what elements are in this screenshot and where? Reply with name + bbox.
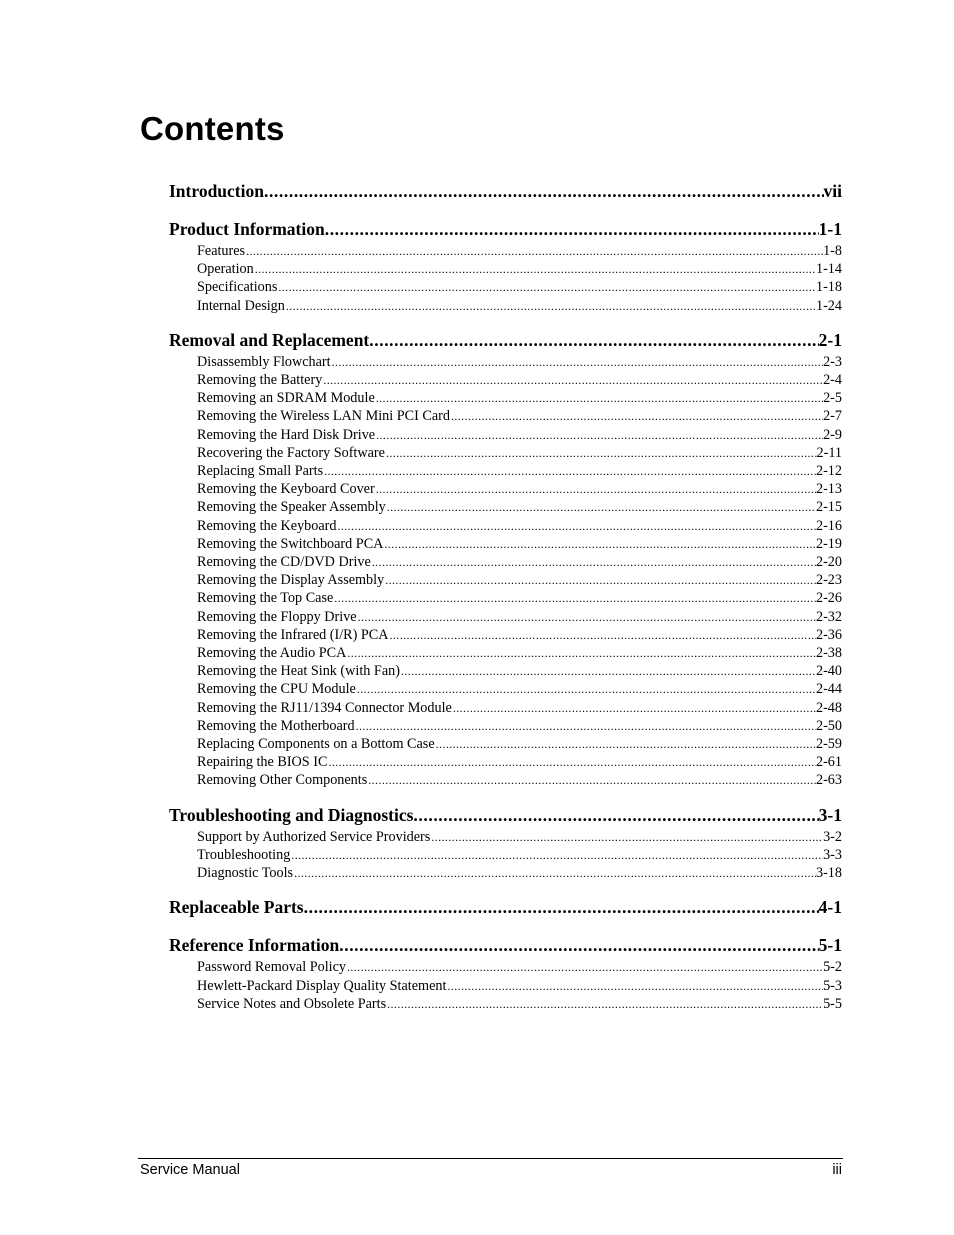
toc-entry[interactable] — [169, 462, 842, 480]
footer-page-number: iii — [832, 1162, 842, 1178]
toc-entry-page: 2-48 — [815, 699, 842, 716]
toc-dot-leader — [356, 717, 816, 735]
toc-entry[interactable] — [169, 498, 842, 516]
toc-entry-title: Troubleshooting — [197, 846, 291, 863]
toc-dot-leader — [386, 444, 817, 462]
toc-entry-page: 1-8 — [823, 243, 842, 259]
toc-entry-page: 2-19 — [815, 535, 842, 552]
toc-entry-page: 5-5 — [823, 995, 842, 1012]
toc-entry-page: 2-40 — [815, 663, 842, 680]
toc-dot-leader — [376, 426, 823, 444]
toc-entry-page: 2-50 — [815, 717, 842, 734]
toc-entry[interactable] — [169, 644, 842, 662]
toc-dot-leader — [291, 846, 823, 864]
toc-entry[interactable] — [169, 699, 842, 717]
toc-dot-leader — [332, 353, 823, 371]
toc-entry[interactable] — [169, 662, 842, 680]
toc-dot-leader — [325, 216, 819, 242]
toc-entry-title: Removing the Floppy Drive — [197, 608, 357, 625]
toc-entry[interactable] — [169, 553, 842, 571]
toc-entry-title: Features — [197, 243, 246, 259]
toc-entry[interactable] — [169, 242, 842, 260]
toc-chapter-entry[interactable] — [169, 216, 842, 242]
toc-entry-page: 2-12 — [815, 463, 842, 480]
toc-dot-leader — [255, 260, 816, 278]
toc-chapter-page: 1-1 — [819, 216, 842, 242]
toc-entry-title: Disassembly Flowchart — [197, 353, 331, 370]
toc-dot-leader — [286, 297, 816, 315]
toc-entry-title: Removing the Top Case — [197, 590, 334, 607]
toc-chapter-section — [169, 216, 842, 315]
toc-entry-title: Operation — [197, 261, 254, 278]
toc-entry[interactable] — [169, 735, 842, 753]
toc-entry-page: 1-18 — [815, 279, 842, 296]
toc-entry[interactable] — [169, 353, 842, 371]
toc-dot-leader — [339, 932, 818, 958]
toc-entry-page: 2-44 — [815, 681, 842, 698]
toc-entry-title: Removing Other Components — [197, 772, 368, 789]
toc-dot-leader — [390, 626, 816, 644]
toc-entry-title: Removing the Battery — [197, 372, 323, 389]
toc-entry-title: Repairing the BIOS IC — [197, 754, 328, 771]
toc-entry-page: 2-26 — [815, 590, 842, 607]
toc-entry-title: Removing the Heat Sink (with Fan) — [197, 663, 400, 680]
toc-entry-title: Replacing Small Parts — [197, 463, 324, 480]
toc-dot-leader — [358, 608, 816, 626]
toc-dot-leader — [376, 389, 823, 407]
toc-entry-page: 2-32 — [815, 608, 842, 625]
toc-entry[interactable] — [169, 297, 842, 315]
toc-dot-leader — [385, 571, 816, 589]
toc-chapter-entry[interactable] — [169, 932, 842, 958]
toc-entry-page: 2-3 — [823, 353, 842, 370]
toc-dot-leader — [246, 242, 823, 260]
toc-entry-page: 3-2 — [823, 828, 842, 845]
toc-dot-leader — [347, 644, 816, 662]
toc-entry[interactable] — [169, 444, 842, 462]
toc-chapter-page: 5-1 — [819, 932, 842, 958]
toc-entry[interactable] — [169, 717, 842, 735]
toc-entry-page: 5-3 — [823, 977, 842, 994]
toc-chapter-section — [169, 802, 842, 883]
toc-dot-leader — [384, 535, 816, 553]
toc-entry[interactable] — [169, 995, 842, 1013]
toc-entry-title: Removing the Hard Disk Drive — [197, 426, 376, 443]
toc-chapter-page: vii — [824, 178, 842, 204]
toc-entry-page: 2-4 — [823, 372, 842, 389]
toc-entry-page: 3-3 — [823, 846, 842, 863]
toc-entry-title: Removing the Switchboard PCA — [197, 535, 384, 552]
toc-entry-title: Removing the Keyboard — [197, 517, 337, 534]
toc-chapter-title: Troubleshooting and Diagnostics — [169, 802, 413, 828]
toc-entry-page: 2-20 — [815, 554, 842, 571]
toc-dot-leader — [264, 178, 824, 204]
toc-entry[interactable] — [169, 680, 842, 698]
toc-entry[interactable] — [169, 389, 842, 407]
toc-chapter-title: Reference Information — [169, 932, 339, 958]
footer-divider — [138, 1158, 843, 1159]
toc-entry-title: Password Removal Policy — [197, 959, 346, 976]
toc-dot-leader — [337, 517, 816, 535]
toc-chapter-page: 3-1 — [819, 802, 842, 828]
toc-entry-title: Removing the Display Assembly — [197, 572, 385, 589]
toc-entry-title: Recovering the Factory Software — [197, 444, 385, 461]
toc-entry-page: 2-23 — [815, 572, 842, 589]
toc-dot-leader — [368, 771, 816, 789]
toc-entry-title: Removing the Audio PCA — [197, 645, 347, 662]
toc-chapter-entry[interactable] — [169, 327, 842, 353]
toc-dot-leader — [413, 802, 818, 828]
toc-chapter-page: 2-1 — [819, 327, 842, 353]
toc-entry-page: 5-2 — [823, 959, 842, 976]
toc-entry-title: Replacing Components on a Bottom Case — [197, 736, 435, 753]
toc-entry[interactable] — [169, 371, 842, 389]
toc-dot-leader — [334, 589, 816, 607]
toc-dot-leader — [278, 278, 816, 296]
toc-chapter-title: Introduction — [169, 178, 264, 204]
toc-entry[interactable] — [169, 977, 842, 995]
toc-entry[interactable] — [169, 278, 842, 296]
toc-entry[interactable] — [169, 864, 842, 882]
toc-dot-leader — [369, 327, 818, 353]
toc-entry[interactable] — [169, 535, 842, 553]
page-title: Contents — [140, 110, 285, 147]
toc-entry[interactable] — [169, 753, 842, 771]
toc-dot-leader — [328, 753, 816, 771]
toc-chapter-title: Product Information — [169, 216, 325, 242]
toc-entry-title: Removing the CPU Module — [197, 681, 356, 698]
toc-entry[interactable] — [169, 480, 842, 498]
toc-entry-title: Removing the Speaker Assembly — [197, 499, 386, 516]
toc-entry-page: 2-61 — [815, 754, 842, 771]
toc-dot-leader — [453, 699, 816, 717]
toc-entry-page: 2-5 — [823, 390, 842, 407]
toc-chapter-section — [169, 894, 842, 920]
toc-entry-page: 2-11 — [816, 444, 842, 461]
toc-entry-title: Support by Authorized Service Providers — [197, 828, 431, 845]
toc-entry-page: 2-16 — [815, 517, 842, 534]
toc-dot-leader — [401, 662, 816, 680]
toc-entry[interactable] — [169, 958, 842, 976]
toc-dot-leader — [387, 995, 823, 1013]
toc-dot-leader — [347, 958, 823, 976]
footer-manual-title: Service Manual — [140, 1162, 240, 1178]
toc-dot-leader — [451, 407, 823, 425]
toc-entry[interactable] — [169, 608, 842, 626]
toc-chapter-section — [169, 327, 842, 790]
toc-entry-title: Removing the Wireless LAN Mini PCI Card — [197, 408, 450, 425]
toc-entry[interactable] — [169, 260, 842, 278]
toc-entry-page: 2-15 — [815, 499, 842, 516]
page-footer — [140, 1160, 842, 1180]
toc-chapter-entry[interactable] — [169, 894, 842, 920]
toc-dot-leader — [372, 553, 816, 571]
toc-dot-leader — [431, 828, 823, 846]
toc-entry-page: 2-36 — [815, 626, 842, 643]
toc-chapter-page: 4-1 — [819, 894, 842, 920]
toc-entry[interactable] — [169, 426, 842, 444]
toc-chapter-section — [169, 178, 842, 204]
toc-chapter-entry[interactable] — [169, 178, 842, 204]
toc-entry[interactable] — [169, 828, 842, 846]
toc-entry-page: 1-24 — [815, 297, 842, 314]
toc-entry[interactable] — [169, 517, 842, 535]
toc-chapter-title: Replaceable Parts — [169, 894, 304, 920]
toc-entry-page: 2-63 — [815, 772, 842, 789]
toc-dot-leader — [436, 735, 816, 753]
toc-entry-page: 2-38 — [815, 645, 842, 662]
toc-entry-title: Service Notes and Obsolete Parts — [197, 995, 387, 1012]
toc-chapter-entry[interactable] — [169, 802, 842, 828]
toc-entry-title: Internal Design — [197, 297, 285, 314]
toc-entry[interactable] — [169, 846, 842, 864]
toc-entry-title: Removing the Keyboard Cover — [197, 481, 375, 498]
toc-dot-leader — [294, 864, 816, 882]
toc-dot-leader — [304, 894, 819, 920]
table-of-contents — [169, 178, 842, 1025]
toc-entry-page: 1-14 — [815, 261, 842, 278]
toc-entry-page: 3-18 — [815, 865, 842, 882]
toc-entry-title: Removing the RJ11/1394 Connector Module — [197, 699, 452, 716]
toc-dot-leader — [357, 680, 816, 698]
toc-dot-leader — [447, 977, 823, 995]
toc-dot-leader — [323, 371, 823, 389]
toc-entry-title: Hewlett-Packard Display Quality Statement — [197, 977, 447, 994]
toc-chapter-title: Removal and Replacement — [169, 327, 369, 353]
toc-entry-page: 2-9 — [823, 426, 842, 443]
toc-entry[interactable] — [169, 571, 842, 589]
toc-entry[interactable] — [169, 626, 842, 644]
toc-entry[interactable] — [169, 771, 842, 789]
toc-chapter-section — [169, 932, 842, 1013]
toc-entry-title: Removing the CD/DVD Drive — [197, 554, 371, 571]
toc-entry[interactable] — [169, 589, 842, 607]
toc-entry-title: Removing an SDRAM Module — [197, 390, 375, 407]
toc-entry-page: 2-7 — [823, 408, 842, 425]
toc-entry-page: 2-59 — [815, 736, 842, 753]
toc-entry[interactable] — [169, 407, 842, 425]
toc-dot-leader — [376, 480, 816, 498]
toc-entry-title: Specifications — [197, 279, 278, 296]
toc-entry-title: Diagnostic Tools — [197, 865, 294, 882]
toc-entry-page: 2-13 — [815, 481, 842, 498]
toc-entry-title: Removing the Motherboard — [197, 717, 355, 734]
toc-entry-title: Removing the Infrared (I/R) PCA — [197, 626, 389, 643]
toc-dot-leader — [387, 498, 816, 516]
toc-dot-leader — [324, 462, 816, 480]
